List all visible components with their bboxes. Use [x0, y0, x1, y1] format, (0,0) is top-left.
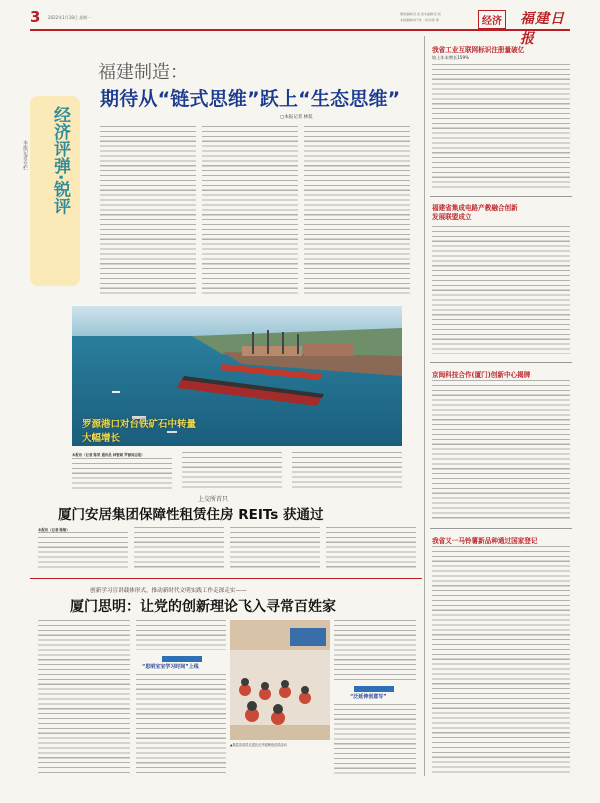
bottom-photo-image [230, 620, 330, 740]
right-item-1-body [432, 64, 570, 188]
bottom-subhead-2-box [334, 686, 416, 700]
lead-story [22, 36, 420, 300]
bottom-title: 厦门思明：让党的创新理论飞入寻常百姓家 [70, 599, 336, 615]
photo-story-lead: 本报讯（记者 陈荣 通讯员 林智斌 罗源同志报） [72, 453, 145, 457]
bottom-story [30, 582, 420, 778]
right-divider-2 [430, 362, 572, 363]
section-tag: 经济 [478, 10, 506, 29]
page-header [30, 8, 570, 47]
photo-story-col-3 [292, 452, 402, 490]
bottom-col-2b [136, 674, 226, 774]
port-photo [72, 306, 402, 446]
column-tag [22, 96, 80, 286]
bottom-photo [230, 620, 330, 740]
reits-col-1 [38, 532, 128, 570]
reits-lead: 本报讯（记者 陈敏） [38, 528, 70, 532]
right-item-2-title: 福建省集成电路产教融合创新发展联盟成立 [432, 204, 518, 221]
bottom-subhead-1-box [136, 656, 226, 670]
bottom-col-3b [334, 704, 416, 774]
photo-caption-2: 大幅增长 [82, 433, 121, 444]
header-rule [30, 29, 570, 31]
right-item-4-body [432, 546, 570, 774]
reits-title: 厦门安居集团保障性租赁住房 REITs 获通过 [58, 507, 324, 523]
right-divider-3 [430, 528, 572, 529]
bottom-subhead-2-tag [354, 686, 394, 692]
right-column [430, 36, 572, 778]
right-item-2-body [432, 226, 570, 354]
right-divider-1 [430, 196, 572, 197]
paper-logo: 福建日报 [520, 11, 565, 47]
right-item-4-title: 我省又一马铃薯新品种通过国家登记 [432, 537, 538, 545]
bottom-photo-caption: ▲基层宣讲员走进社区开展理论宣讲活动 [230, 743, 287, 747]
issue-date: 2022年1月18日 星期一 [48, 15, 92, 20]
reits-kicker: 上交所首只 [198, 496, 229, 503]
reits-col-2 [134, 527, 224, 570]
page-number: 3 [30, 8, 41, 26]
photo-story [72, 452, 402, 490]
reits-story [30, 494, 420, 574]
reits-col-3 [230, 527, 320, 570]
bottom-subhead-2: “泛延伸创意写” [350, 694, 387, 700]
lead-byline: □本报记者 林侃 [280, 115, 313, 120]
editor-info-1: 要闻编辑/吴 昊 美术编辑/吴 杨 [400, 12, 441, 16]
lead-title-2: 期待从“链式思维”跃上“生态思维” [100, 88, 401, 110]
bottom-col-2a [136, 620, 226, 650]
bottom-subhead-1-tag [162, 656, 202, 662]
column-divider [424, 36, 425, 776]
column-tag-sub: 本报记者专栏 [22, 140, 28, 170]
photo-story-col-1 [72, 458, 172, 490]
bottom-kicker: 创新学习宣讲载体形式，推动新时代文明实践工作走深走实—— [90, 588, 247, 594]
column-tag-title: 经济评弹·锐评 [50, 106, 70, 215]
lead-body-col-1 [100, 126, 196, 296]
photo-story-col-2 [182, 452, 282, 490]
lead-title-1: 福建制造： [98, 62, 188, 83]
lead-body-col-2 [202, 126, 298, 296]
right-item-3-title: 京闽科技合作(厦门)创新中心揭牌 [432, 371, 531, 379]
bottom-section-rule [30, 578, 422, 579]
reits-col-4 [326, 527, 416, 570]
lead-body-col-3 [304, 126, 410, 296]
right-item-1-subtitle: 较上年末增长159% [432, 55, 470, 60]
bottom-subhead-1: “思明宝宝学习时间”上线 [142, 664, 199, 670]
photo-caption-1: 罗源港口对台铁矿石中转量 [82, 419, 197, 430]
right-item-1-title: 我省工业互联网标识注册量破亿 [432, 46, 525, 54]
bottom-col-1 [38, 620, 130, 774]
bottom-col-3a [334, 620, 416, 680]
right-item-3-body [432, 380, 570, 520]
editor-info-2: 本版编辑/林子屹 · 校对/徐 倩 [400, 18, 439, 22]
